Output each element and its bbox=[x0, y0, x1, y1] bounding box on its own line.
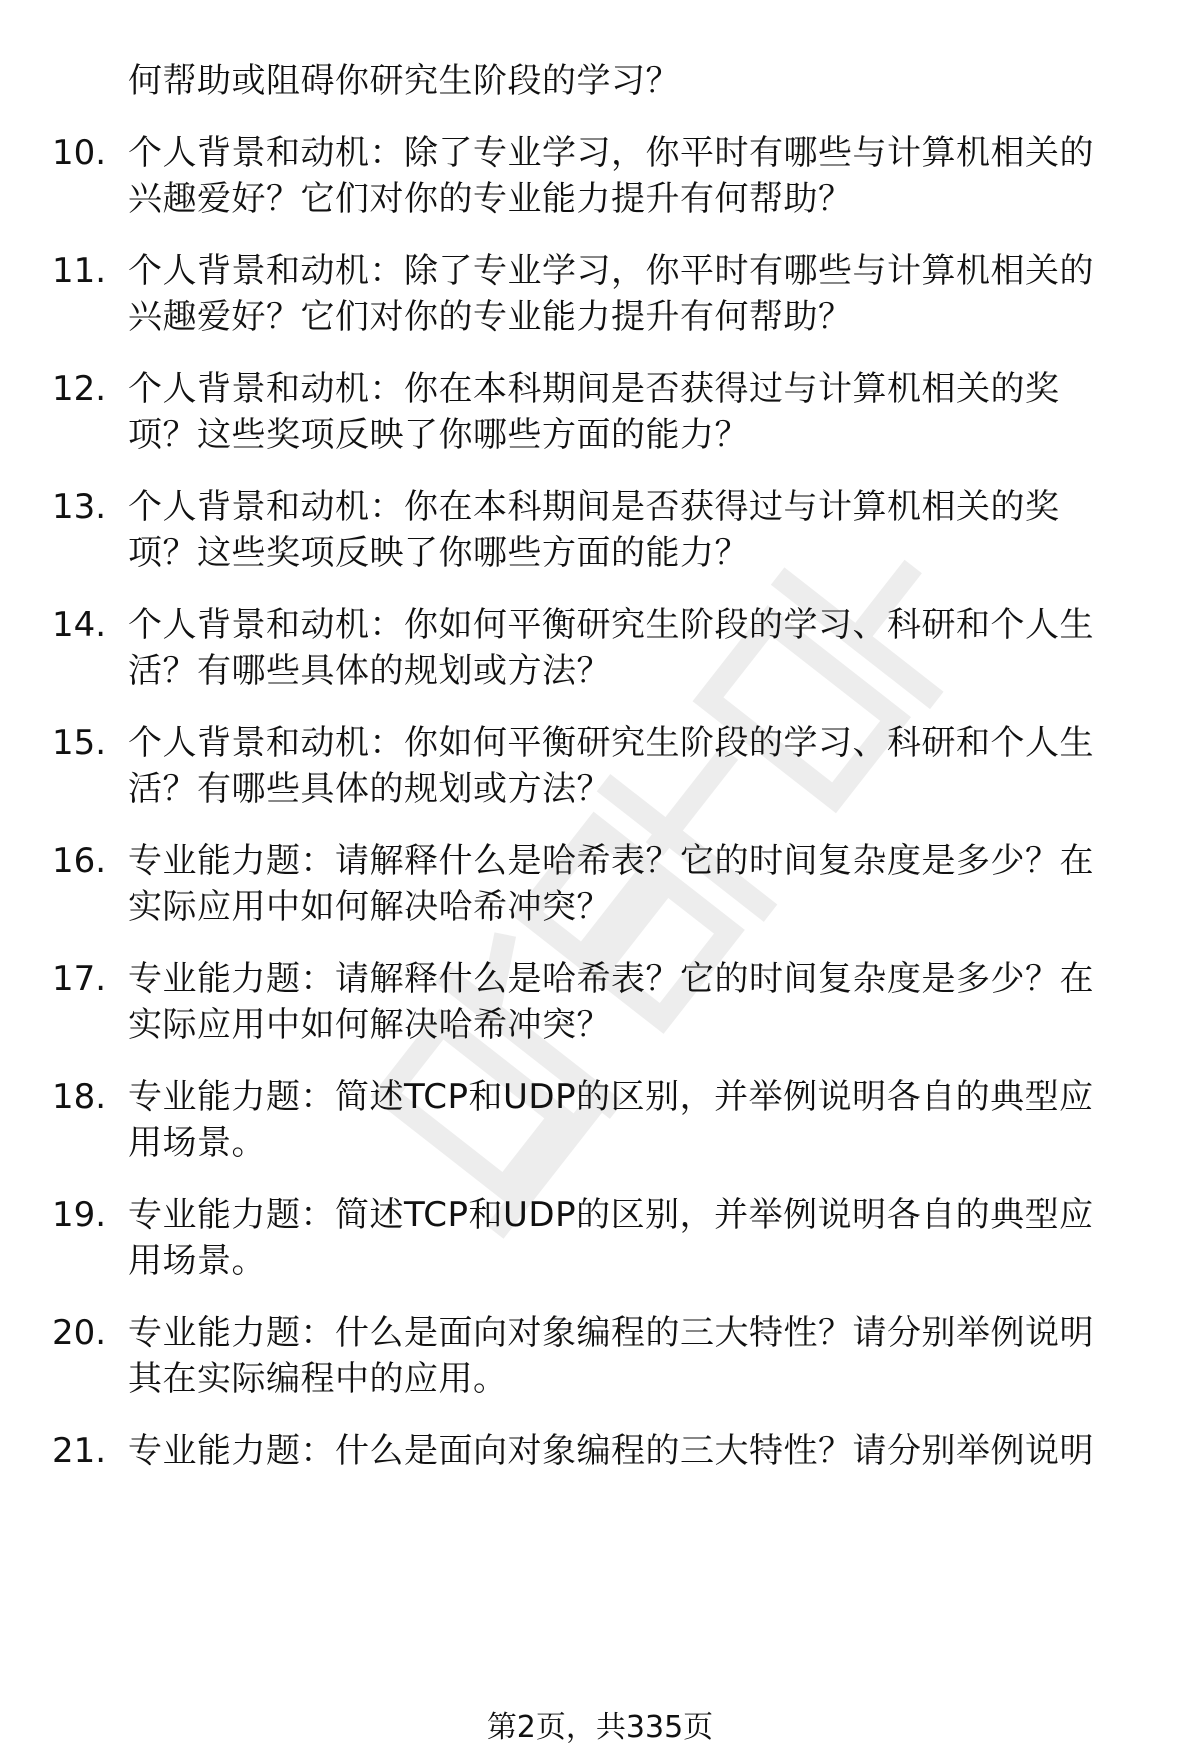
question-text-line: 专业能力题：简述TCP和UDP的区别，并举例说明各自的典型应 bbox=[128, 1077, 1094, 1117]
question-text-line: 兴趣爱好？它们对你的专业能力提升有何帮助？ bbox=[128, 297, 853, 337]
question-text-line: 个人背景和动机：你在本科期间是否获得过与计算机相关的奖 bbox=[128, 487, 1060, 527]
question-number: 10. bbox=[52, 133, 107, 173]
question-number: 21. bbox=[52, 1431, 107, 1471]
question-text-line: 兴趣爱好？它们对你的专业能力提升有何帮助？ bbox=[128, 179, 853, 219]
question-number: 13. bbox=[52, 487, 107, 527]
question-text-line: 其在实际编程中的应用。 bbox=[128, 1359, 508, 1399]
question-number: 18. bbox=[52, 1077, 107, 1117]
question-text-line: 专业能力题：什么是面向对象编程的三大特性？请分别举例说明 bbox=[128, 1313, 1094, 1353]
question-text-line: 个人背景和动机：你在本科期间是否获得过与计算机相关的奖 bbox=[128, 369, 1060, 409]
question-text-line: 项？这些奖项反映了你哪些方面的能力？ bbox=[128, 415, 749, 455]
question-number: 11. bbox=[52, 251, 107, 291]
question-number: 16. bbox=[52, 841, 107, 881]
question-number: 20. bbox=[52, 1313, 107, 1353]
question-text-line: 实际应用中如何解决哈希冲突？ bbox=[128, 887, 611, 927]
question-text-line: 用场景。 bbox=[128, 1123, 266, 1163]
continuation-line: 何帮助或阻碍你研究生阶段的学习？ bbox=[128, 61, 680, 101]
question-number: 19. bbox=[52, 1195, 107, 1235]
question-text-line: 专业能力题：请解释什么是哈希表？它的时间复杂度是多少？在 bbox=[128, 959, 1094, 999]
question-text-line: 专业能力题：简述TCP和UDP的区别，并举例说明各自的典型应 bbox=[128, 1195, 1094, 1235]
question-number: 15. bbox=[52, 723, 107, 763]
question-text-line: 个人背景和动机：你如何平衡研究生阶段的学习、科研和个人生 bbox=[128, 723, 1094, 763]
question-number: 14. bbox=[52, 605, 107, 645]
question-text-line: 活？有哪些具体的规划或方法？ bbox=[128, 769, 611, 809]
question-text-line: 专业能力题：请解释什么是哈希表？它的时间复杂度是多少？在 bbox=[128, 841, 1094, 881]
question-text-line: 实际应用中如何解决哈希冲突？ bbox=[128, 1005, 611, 1045]
question-text-line: 专业能力题：什么是面向对象编程的三大特性？请分别举例说明 bbox=[128, 1431, 1094, 1471]
question-number: 17. bbox=[52, 959, 107, 999]
question-text-line: 项？这些奖项反映了你哪些方面的能力？ bbox=[128, 533, 749, 573]
question-text-line: 个人背景和动机：你如何平衡研究生阶段的学习、科研和个人生 bbox=[128, 605, 1094, 645]
question-text-line: 个人背景和动机：除了专业学习，你平时有哪些与计算机相关的 bbox=[128, 133, 1094, 173]
question-text-line: 个人背景和动机：除了专业学习，你平时有哪些与计算机相关的 bbox=[128, 251, 1094, 291]
question-text-line: 用场景。 bbox=[128, 1241, 266, 1281]
question-number: 12. bbox=[52, 369, 107, 409]
page-footer: 第2页，共335页 bbox=[486, 1710, 714, 1745]
question-text-line: 活？有哪些具体的规划或方法？ bbox=[128, 651, 611, 691]
